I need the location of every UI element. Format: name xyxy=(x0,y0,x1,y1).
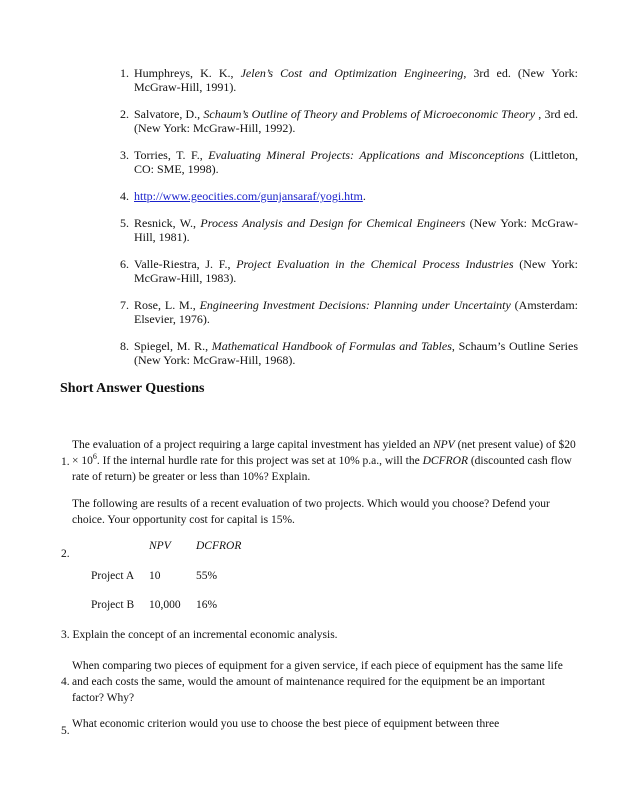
reference-number: 6. xyxy=(120,257,129,271)
dcfror-term: DCFROR xyxy=(422,455,468,467)
reference-text xyxy=(134,66,578,94)
reference-details: , Schaum’s Outline Series (New York: McGraw-Hill, 1968). xyxy=(134,339,578,367)
reference-author: Spiegel, M. R., xyxy=(134,339,212,353)
reference-author: Rose, L. M., xyxy=(134,298,200,312)
reference-number: 4. xyxy=(120,189,129,203)
reference-author: Salvatore, D., xyxy=(134,107,204,121)
reference-number: 8. xyxy=(120,339,129,353)
npv-term: NPV xyxy=(432,439,455,451)
table-cell-dcfror: 16% xyxy=(196,599,218,611)
reference-item xyxy=(120,189,578,203)
question-text-part: . If the internal hurdle rate for this project was set at 10% p.a., will the xyxy=(96,455,423,467)
reference-author: Humphreys, K. K., xyxy=(134,66,241,80)
reference-number: 2. xyxy=(120,107,129,121)
question-text: When comparing two pieces of equipment for a given service, if each piece of equipment has the same life and each costs the same, would the amount of maintenance required for the equipment be an important factor? Why? xyxy=(72,660,563,704)
question-number: 4. xyxy=(61,676,70,688)
question-number: 5. xyxy=(61,725,70,737)
reference-item xyxy=(120,66,578,94)
reference-number: 1. xyxy=(120,66,129,80)
question-5-text: What economic criterion would you use to choose the best piece of equipment between three xyxy=(72,718,500,730)
table-header-dcfror: DCFROR xyxy=(196,540,242,552)
question-number: 3. xyxy=(61,629,70,641)
question-2-text: The following are results of a recent evaluation of two projects. Which would you choose? Defend your choice. Your opportunity cost for capital is 15%. xyxy=(72,498,550,526)
reference-details: , 3rd ed. (New York: McGraw-Hill, 1991). xyxy=(134,66,578,94)
reference-number: 5. xyxy=(120,216,129,230)
reference-text xyxy=(134,189,578,203)
reference-text xyxy=(134,257,578,285)
question-number: 1. xyxy=(61,456,70,468)
table-row-label: Project B xyxy=(91,599,135,611)
reference-number: 3. xyxy=(120,148,129,162)
reference-text xyxy=(134,298,578,326)
reference-details: . xyxy=(362,189,366,203)
reference-author: Torries, T. F., xyxy=(134,148,209,162)
reference-title: Process Analysis and Design for Chemical Engineers xyxy=(200,216,466,230)
reference-text xyxy=(134,216,578,244)
reference-title: Project Evaluation in the Chemical Process Industries xyxy=(236,257,514,271)
reference-text xyxy=(134,339,578,367)
reference-item xyxy=(120,148,578,176)
reference-author: Valle-Riestra, J. F., xyxy=(134,257,237,271)
reference-title: Evaluating Mineral Projects: Applications and Misconceptions xyxy=(208,148,525,162)
reference-item xyxy=(120,257,578,285)
exponent: 6 xyxy=(92,452,97,462)
question-text-part: (net present value) of $20 × 10 xyxy=(72,439,576,467)
reference-details: (Littleton, CO: SME, 1998). xyxy=(134,148,579,176)
reference-number: 7. xyxy=(120,298,129,312)
question-text xyxy=(72,437,577,485)
table-cell-dcfror: 55% xyxy=(196,570,218,582)
reference-text xyxy=(134,107,578,135)
question-text-part: (discounted cash flow rate of return) be greater or less than 10%? Explain. xyxy=(72,455,572,483)
reference-title: Mathematical Handbook of Formulas and Tables xyxy=(211,339,452,353)
table-cell-npv: 10 xyxy=(149,570,161,582)
reference-item xyxy=(120,298,578,326)
reference-title: Jelen’s Cost and Optimization Engineering xyxy=(240,66,464,80)
reference-author: Resnick, W., xyxy=(134,216,201,230)
reference-details: , 3rd ed. (New York: McGraw-Hill, 1992). xyxy=(134,107,578,135)
table-row-label: Project A xyxy=(91,570,135,582)
reference-title: Schaum’s Outline of Theory and Problems of Microeconomic Theory xyxy=(203,107,536,121)
reference-details: (Amsterdam: Elsevier, 1976). xyxy=(134,298,578,326)
reference-details: (New York: McGraw-Hill, 1983). xyxy=(134,257,578,285)
reference-item xyxy=(120,107,578,135)
question-text: Explain the concept of an incremental economic analysis. xyxy=(72,629,338,641)
table-cell-npv: 10,000 xyxy=(149,599,181,611)
question-text-part: The evaluation of a project requiring a large capital investment has yielded an xyxy=(72,439,433,451)
table-header-npv: NPV xyxy=(149,540,171,552)
reference-details: (New York: McGraw-Hill, 1981). xyxy=(134,216,578,244)
reference-link[interactable]: http://www.geocities.com/gunjansaraf/yogi.htm xyxy=(134,189,363,203)
question-3 xyxy=(61,629,338,641)
reference-text xyxy=(134,148,578,176)
reference-list xyxy=(120,66,578,380)
reference-item xyxy=(120,339,578,367)
question-number: 2. xyxy=(61,548,70,560)
section-heading: Short Answer Questions xyxy=(60,381,205,396)
reference-title: Engineering Investment Decisions: Planning under Uncertainty xyxy=(199,298,511,312)
reference-item xyxy=(120,216,578,244)
